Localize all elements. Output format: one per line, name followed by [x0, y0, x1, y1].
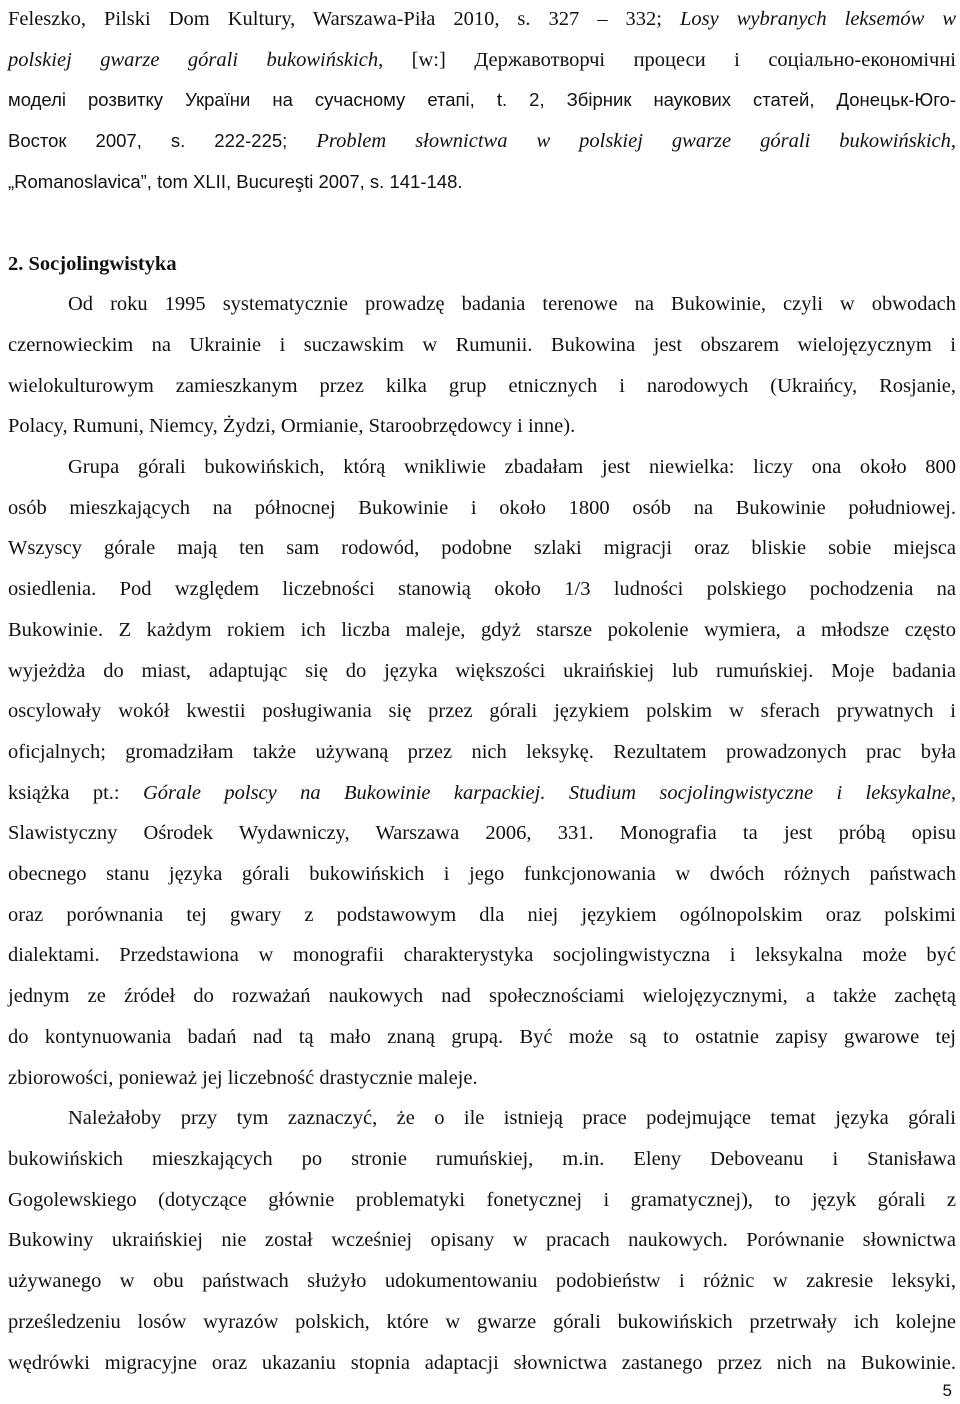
paragraph-line: Od roku 1995 systematycznie prowadzę badania terenowe na Bukowinie, czyli w obwodach	[68, 293, 956, 316]
paragraph-line	[8, 773, 956, 814]
paragraph-line: wielokulturowym zamieszkanym przez kilka grup etnicznych i narodowych (Ukraińcy, Rosjanie,	[8, 374, 956, 397]
paragraph-line: Polacy, Rumuni, Niemcy, Żydzi, Ormianie, Staroobrzędowcy i inne).	[8, 415, 576, 438]
book-title-italic: Górale polscy na Bukowinie karpackiej. Studium socjolingwistyczne i leksykalne,	[142, 781, 956, 804]
paragraph-line: Grupa górali bukowińskich, którą wnikliwie zbadałam jest niewielka: liczy ona około 800	[68, 456, 956, 479]
paragraph-line: Slawistyczny Ośrodek Wydawniczy, Warszawa 2006, 331. Monografia ta jest próbą opisu	[8, 822, 956, 845]
biblio-line	[8, 0, 956, 40]
paragraph-text: książka pt.:	[8, 781, 143, 804]
biblio-text: Feleszko, Pilski Dom Kultury, Warszawa-Piła 2010, s. 327 – 332;	[8, 8, 680, 30]
paragraph-line: Bukowinie. Z każdym rokiem ich liczba maleje, gdyż starsze pokolenie wymiera, a młodsze często	[8, 618, 956, 641]
biblio-line	[8, 40, 956, 81]
section-heading: 2. Socjolingwistyka	[8, 252, 177, 275]
biblio-text: Восток 2007, s. 222-225;	[8, 130, 317, 152]
paragraph-line: wyjeżdża do miast, adaptując się do języka większości ukraińskiej lub rumuńskiej. Moje badania	[8, 659, 956, 682]
paragraph-line: Gogolewskiego (dotyczące głównie problematyki fonetycznej i gramatycznej), to język górali z	[8, 1188, 956, 1211]
paragraph-line: Wszyscy górale mają ten sam rodowód, podobne szlaki migracji oraz bliskie sobie miejsca	[8, 537, 956, 560]
biblio-text: , [w:] Державотворчі процеси і соціально-економічні	[378, 48, 956, 71]
paragraph-line: do kontynuowania badań nad tą mało znaną grupą. Być może są to ostatnie zapisy gwarowe tej	[8, 1025, 956, 1048]
biblio-line: „Romanoslavica”, tom XLII, Bucureşti 2007, s. 141-148.	[8, 170, 463, 192]
paragraph-line: prześledzeniu losów wyrazów polskich, które w gwarze górali bukowińskich przetrwały ich kolejne	[8, 1310, 956, 1333]
page-number: 5	[942, 1381, 952, 1400]
paragraph-line: używanego w obu państwach służyło udokumentowaniu podobieństw i różnic w zakresie leksyki,	[8, 1270, 956, 1293]
paragraph-line: osób mieszkających na północnej Bukowinie i około 1800 osób na Bukowinie południowej.	[8, 496, 956, 519]
paragraph-line: oscylowały wokół kwestii posługiwania się przez górali językiem polskim w sferach prywatnych i	[8, 700, 956, 723]
paragraph-line: czernowieckim na Ukrainie i suczawskim w Rumunii. Bukowina jest obszarem wielojęzycznym i	[8, 333, 956, 356]
biblio-title-italic: polskiej gwarze górali bukowińskich	[8, 48, 379, 71]
paragraph-line: Należałoby przy tym zaznaczyć, że o ile istnieją prace podejmujące temat języka górali	[68, 1107, 956, 1130]
paragraph-line: zbiorowości, ponieważ jej liczebność drastycznie maleje.	[8, 1066, 478, 1089]
bibliography-block	[8, 0, 956, 203]
paragraph-1	[8, 284, 956, 447]
paragraph-line: Bukowiny ukraińskiej nie został wcześniej opisany w pracach naukowych. Porównanie słownictwa	[8, 1229, 956, 1252]
paragraph-line: oficjalnych; gromadziłam także używaną przez nich leksykę. Rezultatem prowadzonych prac była	[8, 740, 956, 763]
biblio-title-italic: Problem słownictwa w polskiej gwarze górali bukowińskich,	[316, 130, 956, 153]
paragraph-line: wędrówki migracyjne oraz ukazaniu stopnia adaptacji słownictwa zastanego przez nich na Bukowinie.	[8, 1351, 956, 1374]
paragraph-line: oraz porównania tej gwary z podstawowym dla niej językiem ogólnopolskim oraz polskimi	[8, 903, 956, 926]
paragraph-line: osiedlenia. Pod względem liczebności stanowią około 1/3 ludności polskiego pochodzenia na	[8, 578, 956, 601]
page-content	[8, 0, 956, 1383]
biblio-title-italic: Losy wybranych leksemów w	[679, 8, 957, 30]
biblio-line	[8, 121, 956, 162]
paragraph-line: bukowińskich mieszkających po stronie rumuńskiej, m.in. Eleny Deboveanu i Stanisława	[8, 1147, 956, 1170]
paragraph-line: dialektami. Przedstawiona w monografii charakterystyka socjolingwistyczna i leksykalna może być	[8, 944, 956, 967]
biblio-line: моделі розвитку України на сучасному етапі, t. 2, Збірник наукових статей, Донецьк-Юго-	[8, 89, 956, 111]
paragraph-3	[8, 1098, 956, 1383]
paragraph-line: jednym ze źródeł do rozważań naukowych nad społecznościami wielojęzycznymi, a także zachętą	[8, 985, 956, 1008]
paragraph-2	[8, 447, 956, 1098]
paragraph-line: obecnego stanu języka górali bukowińskich i jego funkcjonowania w dwóch różnych państwach	[8, 863, 956, 886]
